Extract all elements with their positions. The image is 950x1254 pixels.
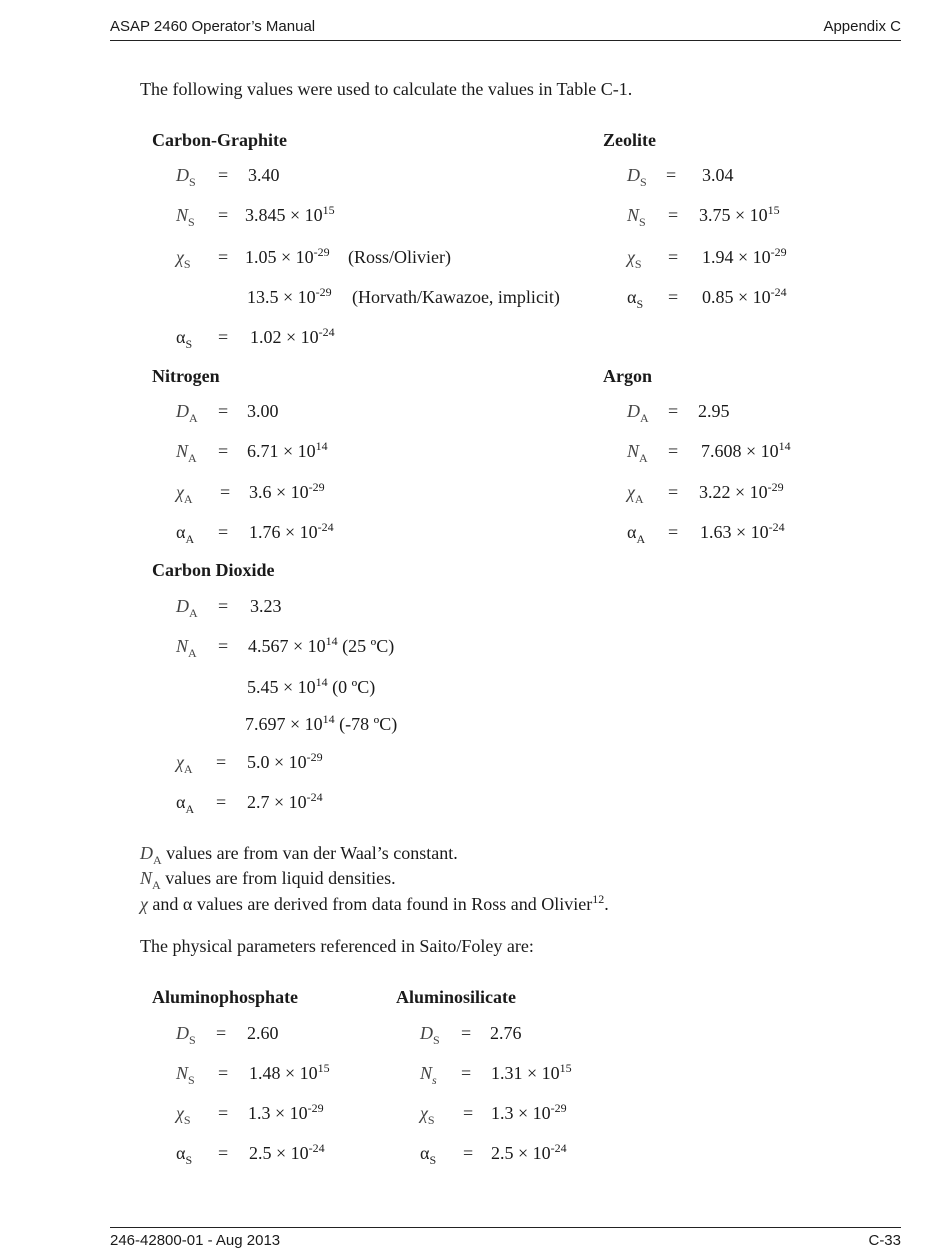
equals-sign: = (463, 1143, 474, 1163)
ns-symbol: $N_s$ (420, 1063, 437, 1087)
carbon-alpha-value: $1.02 \times 10^{-24}$ (250, 325, 335, 347)
ds-symbol: $D_S$ (627, 165, 647, 189)
zeolite-alpha-value: $0.85 \times 10^{-24}$ (702, 285, 787, 307)
ns-symbol: $N_S$ (627, 205, 646, 229)
equals-sign: = (218, 205, 229, 225)
alpha-symbol: $\alpha_S$ (176, 1143, 193, 1167)
chi-symbol: $\chi_S$ (627, 247, 642, 271)
na-symbol: $N_A$ (627, 441, 648, 465)
argon-heading: Argon (603, 366, 652, 386)
alpha-symbol: $\alpha_S$ (627, 287, 644, 311)
alpha-symbol: $\alpha_A$ (176, 522, 195, 546)
na-symbol: $N_A$ (140, 868, 161, 892)
chi-symbol: χ (140, 894, 148, 914)
equals-sign: = (218, 401, 229, 421)
note-da: $D_A$ values are from van der Waal’s constant. (140, 843, 458, 867)
equals-sign: = (668, 205, 679, 225)
note-na: $N_A$ values are from liquid densities. (140, 868, 396, 892)
zeolite-chi-value: $1.94 \times 10^{-29}$ (702, 245, 787, 267)
ds-symbol: $D_S$ (420, 1023, 440, 1047)
equals-sign: = (463, 1103, 474, 1123)
co2-na-value-25c: $4.567 \times 10^{14}$ (25 ºC) (248, 634, 395, 656)
equals-sign: = (461, 1063, 472, 1083)
equals-sign: = (218, 165, 229, 185)
argon-alpha-value: $1.63 \times 10^{-24}$ (700, 520, 785, 542)
equals-sign: = (218, 441, 229, 461)
equals-sign: = (668, 401, 679, 421)
chi-symbol: $\chi_S$ (420, 1103, 435, 1127)
equals-sign: = (218, 1103, 229, 1123)
als-alpha-value: $2.5 \times 10^{-24}$ (491, 1141, 567, 1163)
equals-sign: = (218, 596, 229, 616)
nitrogen-alpha-value: $1.76 \times 10^{-24}$ (249, 520, 334, 542)
equals-sign: = (218, 1063, 229, 1083)
carbon-ds-value: 3.40 (248, 165, 280, 185)
appendix-label: Appendix C (823, 18, 901, 35)
zeolite-ds-value: 3.04 (702, 165, 734, 185)
argon-chi-value: $3.22 \times 10^{-29}$ (699, 480, 784, 502)
equals-sign: = (216, 792, 227, 812)
manual-title: ASAP 2460 Operator’s Manual (110, 18, 316, 35)
equals-sign: = (668, 522, 679, 542)
co2-na-value-minus78c: $7.697 \times 10^{14}$ (-78 ºC) (245, 712, 398, 734)
da-symbol: $D_A$ (627, 401, 649, 425)
alp-ds-value: 2.60 (247, 1023, 279, 1043)
als-ns-value: $1.31 \times 10^{15}$ (491, 1061, 572, 1083)
carbon-chi-value-1: $1.05 \times 10^{-29}$ (245, 245, 330, 267)
page-header (110, 18, 901, 41)
alp-alpha-value: $2.5 \times 10^{-24}$ (249, 1141, 325, 1163)
nitrogen-chi-value: $3.6 \times 10^{-29}$ (249, 480, 325, 502)
document-number: 246-42800-01 - Aug 2013 (110, 1232, 281, 1249)
chi-symbol: $\chi_S$ (176, 247, 191, 271)
na-symbol: $N_A$ (176, 441, 197, 465)
page-footer (110, 1227, 901, 1249)
equals-sign: = (216, 1023, 227, 1043)
aluminophosphate-heading: Aluminophosphate (152, 987, 299, 1007)
na-symbol: $N_A$ (176, 636, 197, 660)
alpha-symbol: $\alpha_S$ (420, 1143, 437, 1167)
nitrogen-da-value: 3.00 (247, 401, 279, 421)
als-chi-value: $1.3 \times 10^{-29}$ (491, 1101, 567, 1123)
alpha-symbol: α (182, 894, 193, 914)
zeolite-ns-value: $3.75 \times 10^{15}$ (699, 203, 780, 225)
equals-sign: = (668, 247, 679, 267)
da-symbol: $D_A$ (176, 596, 198, 620)
chi-symbol: $\chi_A$ (176, 482, 193, 506)
co2-da-value: 3.23 (250, 596, 282, 616)
chi-symbol: $\chi_S$ (176, 1103, 191, 1127)
equals-sign: = (666, 165, 677, 185)
nitrogen-na-value: $6.71 \times 10^{14}$ (247, 439, 328, 461)
carbon-ns-value: $3.845 \times 10^{15}$ (245, 203, 335, 225)
chi-symbol: $\chi_A$ (176, 752, 193, 776)
argon-da-value: 2.95 (698, 401, 730, 421)
saito-foley-paragraph: The physical parameters referenced in Saito/Foley are: (140, 936, 534, 956)
carbon-graphite-heading: Carbon-Graphite (152, 130, 287, 150)
co2-chi-value: $5.0 \times 10^{-29}$ (247, 750, 323, 772)
als-ds-value: 2.76 (490, 1023, 522, 1043)
nitrogen-heading: Nitrogen (152, 366, 220, 386)
ns-symbol: $N_S$ (176, 1063, 195, 1087)
chi-symbol: $\chi_A$ (627, 482, 644, 506)
carbon-chi-note-2: (Horvath/Kawazoe, implicit) (352, 287, 560, 307)
equals-sign: = (218, 1143, 229, 1163)
aluminosilicate-heading: Aluminosilicate (396, 987, 516, 1007)
argon-na-value: $7.608 \times 10^{14}$ (701, 439, 791, 461)
equals-sign: = (218, 327, 229, 347)
ds-symbol: $D_S$ (176, 1023, 196, 1047)
ds-symbol: $D_S$ (176, 165, 196, 189)
carbon-chi-value-2: $13.5 \times 10^{-29}$ (247, 285, 332, 307)
equals-sign: = (218, 522, 229, 542)
equals-sign: = (218, 636, 229, 656)
co2-na-value-0c: $5.45 \times 10^{14}$ (0 ºC) (247, 675, 376, 697)
intro-paragraph: The following values were used to calculate the values in Table C-1. (140, 79, 633, 99)
reference-superscript: 12 (592, 892, 605, 906)
co2-alpha-value: $2.7 \times 10^{-24}$ (247, 790, 323, 812)
equals-sign: = (218, 247, 229, 267)
equals-sign: = (668, 441, 679, 461)
da-symbol: $D_A$ (176, 401, 198, 425)
note-chi-alpha: χ and α values are derived from data found in Ross and Olivier$^{12}$. (140, 892, 609, 914)
equals-sign: = (216, 752, 227, 772)
alpha-symbol: $\alpha_A$ (627, 522, 646, 546)
equals-sign: = (220, 482, 231, 502)
equals-sign: = (461, 1023, 472, 1043)
carbon-chi-note-1: (Ross/Olivier) (348, 247, 451, 267)
carbon-dioxide-heading: Carbon Dioxide (152, 560, 275, 580)
alpha-symbol: $\alpha_A$ (176, 792, 195, 816)
alp-chi-value: $1.3 \times 10^{-29}$ (248, 1101, 324, 1123)
alp-ns-value: $1.48 \times 10^{15}$ (249, 1061, 330, 1083)
zeolite-heading: Zeolite (603, 130, 656, 150)
page-number: C-33 (868, 1232, 901, 1249)
ns-symbol: $N_S$ (176, 205, 195, 229)
alpha-symbol: $\alpha_S$ (176, 327, 193, 351)
da-symbol: $D_A$ (140, 843, 162, 867)
equals-sign: = (668, 482, 679, 502)
equals-sign: = (668, 287, 679, 307)
